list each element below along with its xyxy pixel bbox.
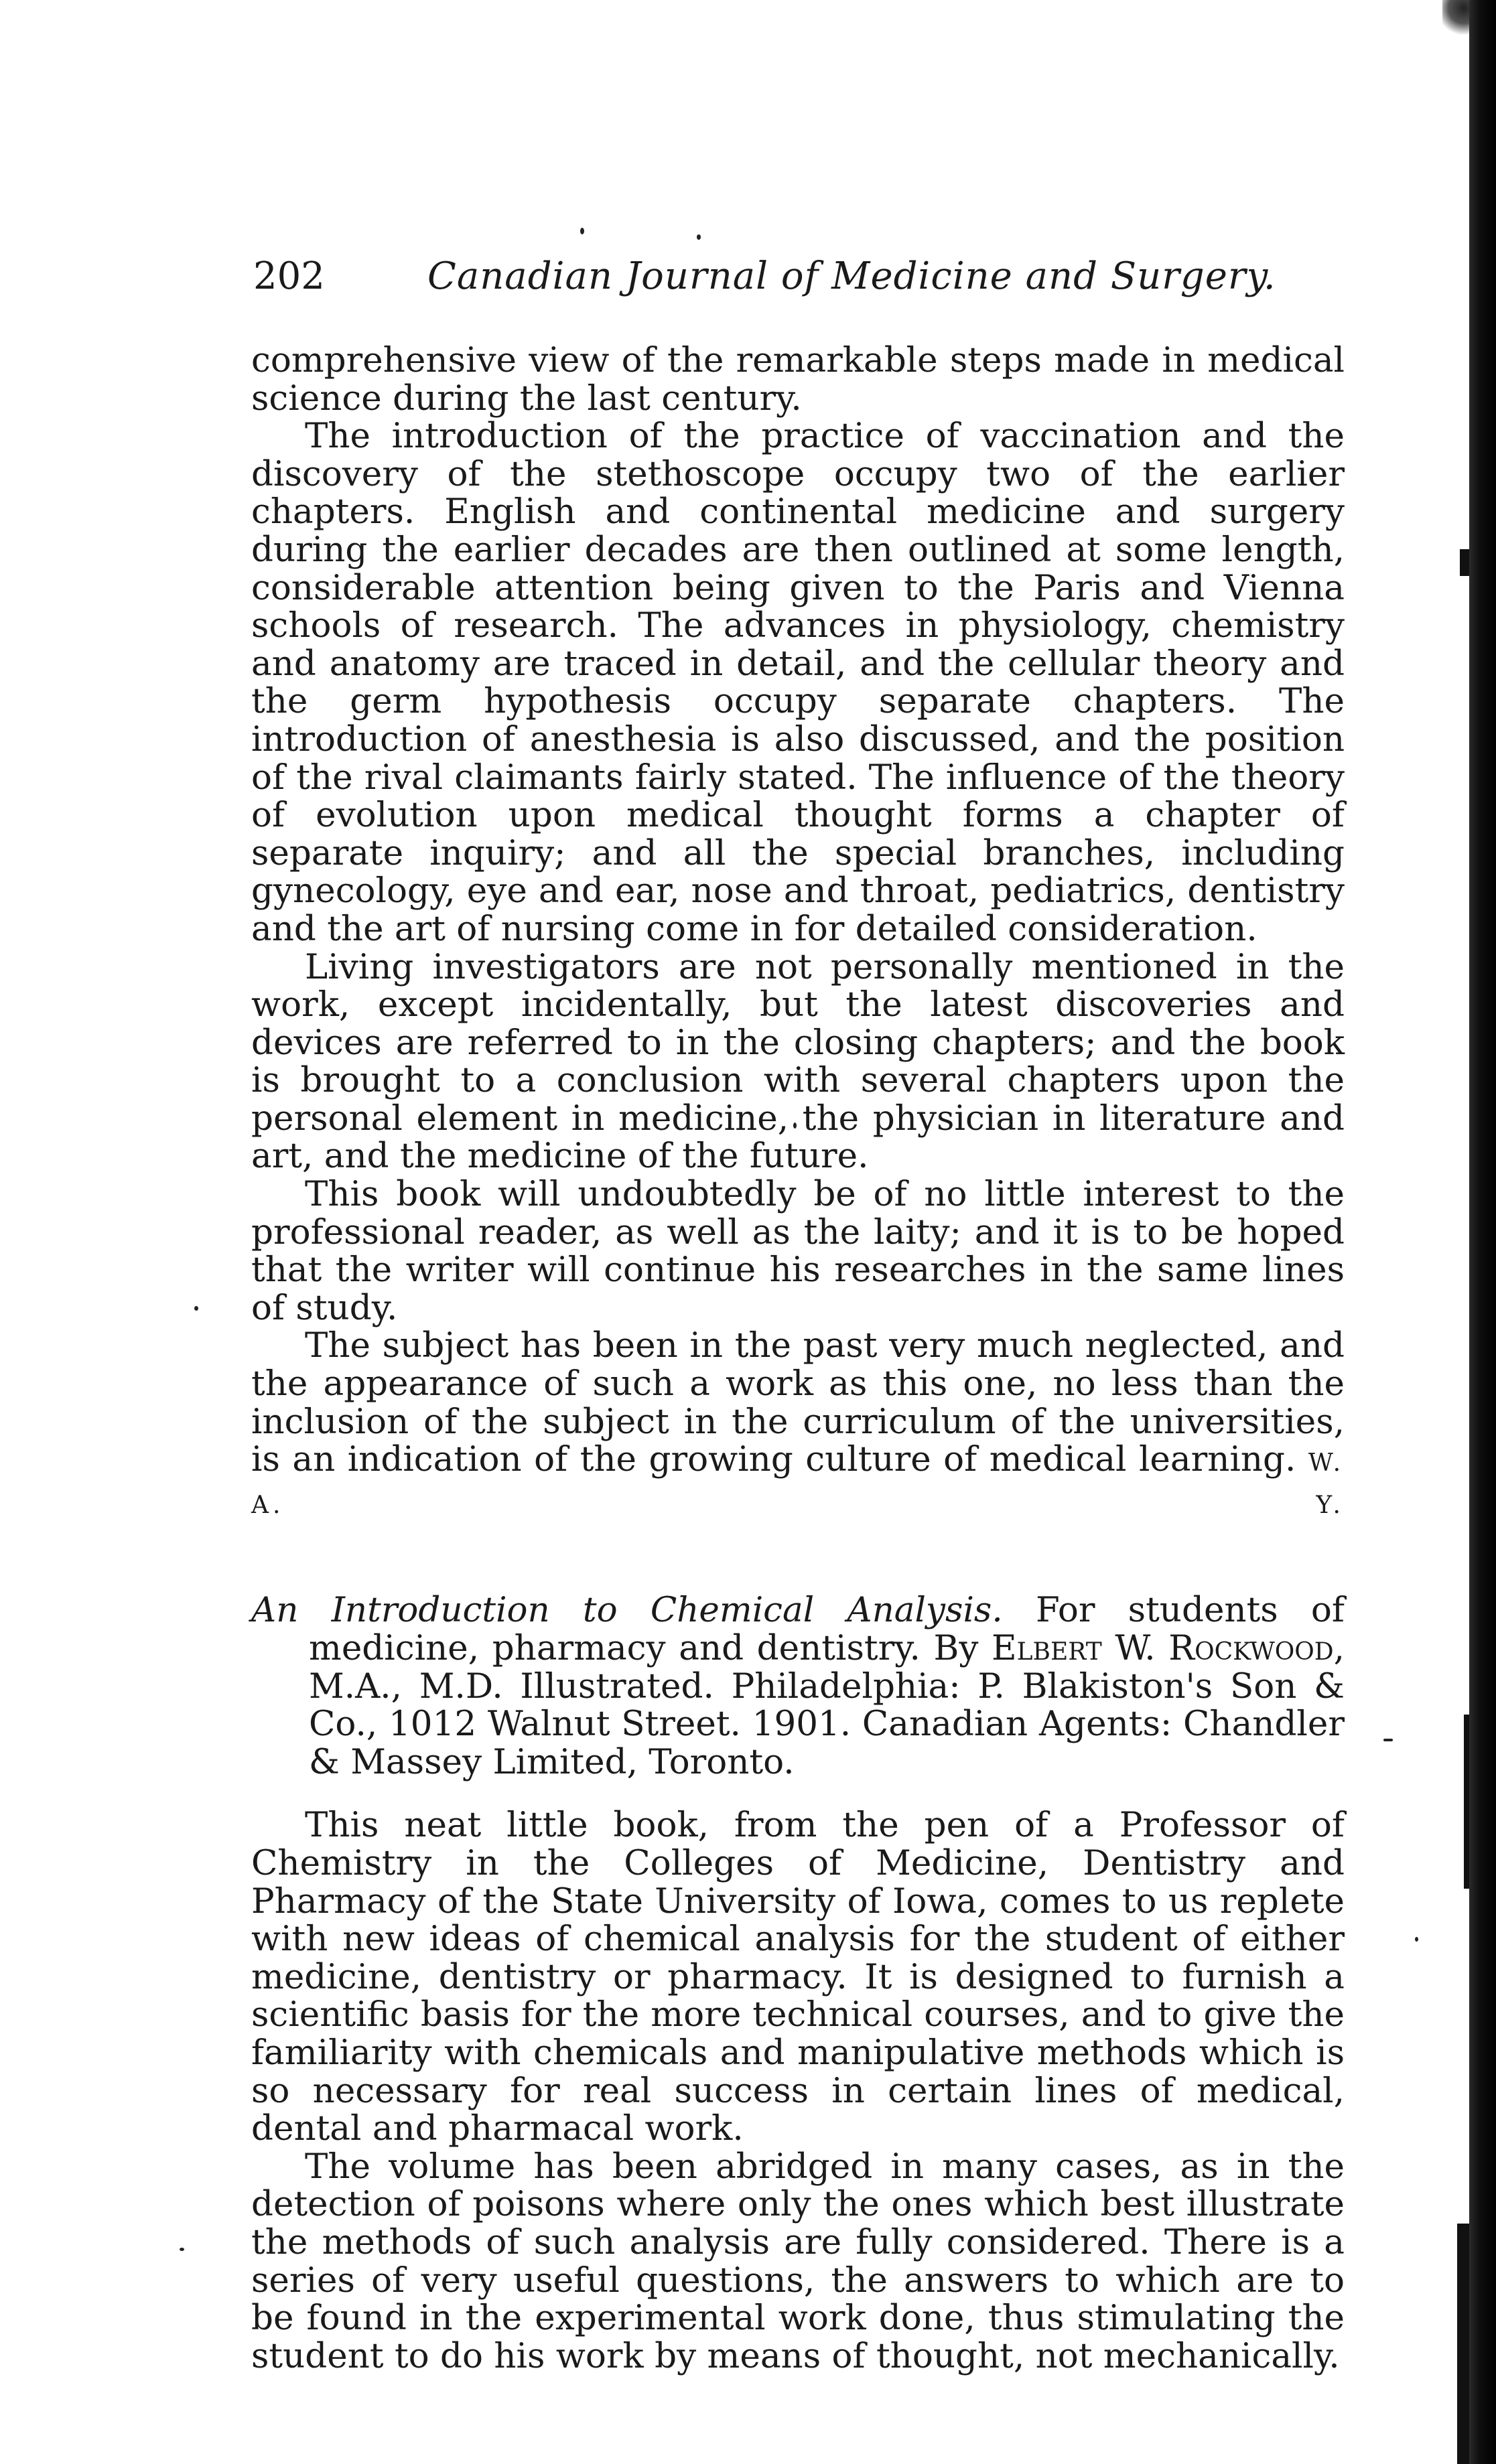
book-title: An Introduction to Chemical Analysis. — [251, 1590, 1003, 1631]
body-paragraph-text: The subject has been in the past very much neglected, and the appearance of such a work as this one, no less than the inclusion of the subject in the curriculum of the universities, is an indication of the growing culture of medical learning. — [251, 1325, 1345, 1480]
ink-speck — [580, 228, 584, 234]
book-author: Elbert W. Rockwood, — [992, 1628, 1345, 1668]
ink-speck — [194, 1306, 198, 1311]
review-section-2 — [251, 1591, 1345, 2375]
body-paragraph: Living investigators are not personally mentioned in the work, except incidentally, but the latest discoveries and devices are referred to in the closing chapters; and the book is brought to a conclusion with several chapters upon the personal element in medicine, the physician in literature and art, and the medicine of the future. — [251, 946, 1345, 1177]
page-edge-notch — [1457, 2224, 1469, 2464]
book-citation — [251, 1591, 1345, 1781]
page-edge-notch — [1464, 1715, 1469, 1889]
body-paragraph-with-signature — [251, 1327, 1345, 1524]
body-paragraph: This neat little book, from the pen of a Professor of Chemistry in the Colleges of Medicine, Dentistry and Pharmacy of the State University of Iowa, comes to us replete with new ideas of chemical analysis for the student of either medicine, dentistry or pharmacy. It is designed to furnish a scientific basis for the more technical courses, and to give the familiarity with chemicals and manipulative methods which is so necessary for real success in certain lines of medical, dental and pharmacal work. — [251, 1805, 1345, 2149]
ink-speck — [697, 234, 701, 240]
citation-details: M.A., M.D. Illustrated. Philadelphia: P. Blakiston's Son & Co., 1012 Walnut Street. 1901. Canadian Agents: Chandler & Massey Limited, Toronto. — [309, 1666, 1345, 1782]
page-body — [251, 342, 1345, 2375]
page-header — [253, 253, 1345, 300]
book-subtitle: For students of medicine, pharmacy and dentistry. — [309, 1590, 1345, 1668]
running-title: Canadian Journal of Medicine and Surgery. — [427, 255, 1276, 298]
section-spacer — [251, 1524, 1345, 1591]
review-section-1 — [251, 342, 1345, 1524]
page-number: 202 — [253, 255, 325, 298]
body-paragraph: The volume has been abridged in many cases, as in the detection of poisons where only the ones which best illustrate the methods of such analysis are fully considered. There is a series of very useful questions, the answers to which are to be found in the experimental work done, thus stimulating the student to do his work by means of thought, not mechanically. — [251, 2146, 1345, 2376]
body-paragraph: This book will undoubtedly be of no little interest to the professional reader, as well as the laity; and it is to be hoped that the writer will continue his researches in the same lines of study. — [251, 1174, 1345, 1328]
body-paragraph: comprehensive view of the remarkable steps made in medical science during the last century. — [251, 340, 1345, 419]
citation-by: By — [933, 1628, 979, 1668]
ink-speck — [1415, 1937, 1418, 1942]
ink-speck — [180, 2248, 184, 2251]
page-edge-notch — [1460, 549, 1469, 576]
page-edge-corner — [1442, 0, 1469, 40]
citation-spacer — [251, 1781, 1345, 1806]
ink-speck — [1383, 1739, 1393, 1741]
body-paragraph: The introduction of the practice of vaccination and the discovery of the stethoscope occupy two of the earlier chapters. English and continental medicine and surgery during the earlier decades are then outlined at some length, considerable attention being given to the Paris and Vienna schools of research. The advances in physiology, chemistry and anatomy are traced in detail, and the cellular theory and the germ hypothesis occupy separate chapters. The introduction of anesthesia is also discussed, and the position of the rival claimants fairly stated. The influence of the theory of evolution upon medical thought forms a chapter of separate inquiry; and all the special branches, including gynecology, eye and ear, nose and throat, pediatrics, dentistry and the art of nursing come in for detailed consideration. — [251, 416, 1345, 949]
reviewer-signature: W. A. Y. — [251, 1449, 1345, 1519]
page-edge — [1469, 0, 1496, 2464]
